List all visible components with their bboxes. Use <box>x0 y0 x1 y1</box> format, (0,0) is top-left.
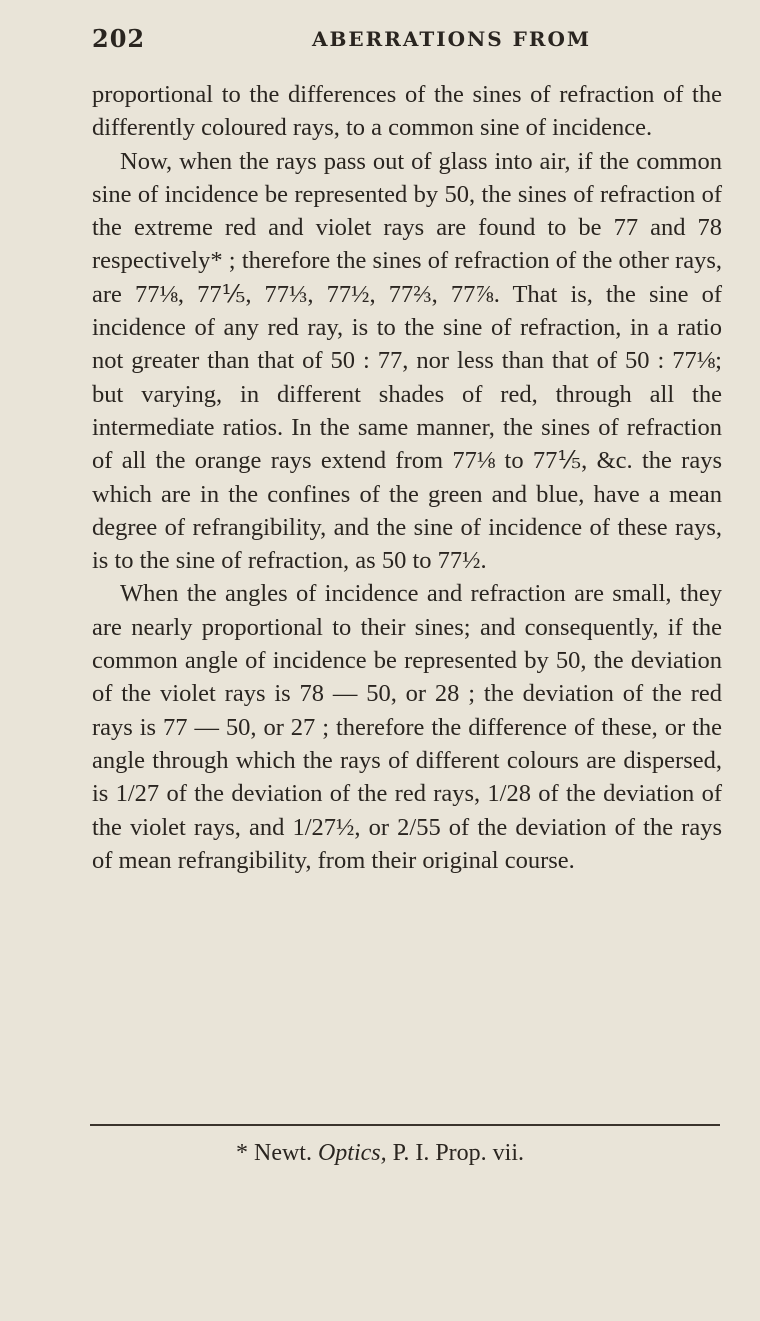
footnote-ref: P. I. Prop. vii. <box>392 1140 524 1166</box>
page-number: 202 <box>92 24 146 53</box>
footnote <box>0 1140 760 1167</box>
running-head: ABERRATIONS FROM <box>312 27 592 51</box>
footnote-marker: * Newt. <box>235 1140 312 1166</box>
body-text <box>92 78 722 877</box>
paragraph-2: Now, when the rays pass out of glass into air, if the common sine of incidence be represented by 50, the sines of refraction of the extreme red and violet rays are found to be 77 and 78 respectively* ; therefore the sines of refraction of the other rays, are 77⅛, 77⅕, 77⅓, 77½, 77⅔, 77⅞. That is, the sine of incidence of any red ray, is to the sine of refraction, in a ratio not greater than that of 50 : 77, nor less than that of 50 : 77⅛; but varying, in different shades of red, through all the intermediate ratios. In the same manner, the sines of refraction of all the orange rays extend from 77⅛ to 77⅕, &c. the rays which are in the confines of the green and blue, have a mean degree of refrangibility, and the sine of incidence of these rays, is to the sine of refraction, as 50 to 77½. <box>92 147 722 575</box>
footnote-title: Optics, <box>317 1140 387 1166</box>
page-header <box>92 24 700 64</box>
paragraph-1: proportional to the differences of the sines of refraction of the differently coloured rays, to a common sine of incidence. <box>92 81 722 142</box>
footnote-rule <box>90 1124 720 1126</box>
paragraph-3: When the angles of incidence and refraction are small, they are nearly proportional to their sines; and consequently, if the common angle of incidence be represented by 50, the deviation of the violet rays is 78 — 50, or 28 ; the deviation of the red rays is 77 — 50, or 27 ; therefore the difference of these, or the angle through which the rays of different colours are dispersed, is 1/27 of the deviation of the red rays, 1/28 of the deviation of the violet rays, and 1/27½, or 2/55 of the deviation of the rays of mean refrangibility, from their original course. <box>92 580 722 874</box>
